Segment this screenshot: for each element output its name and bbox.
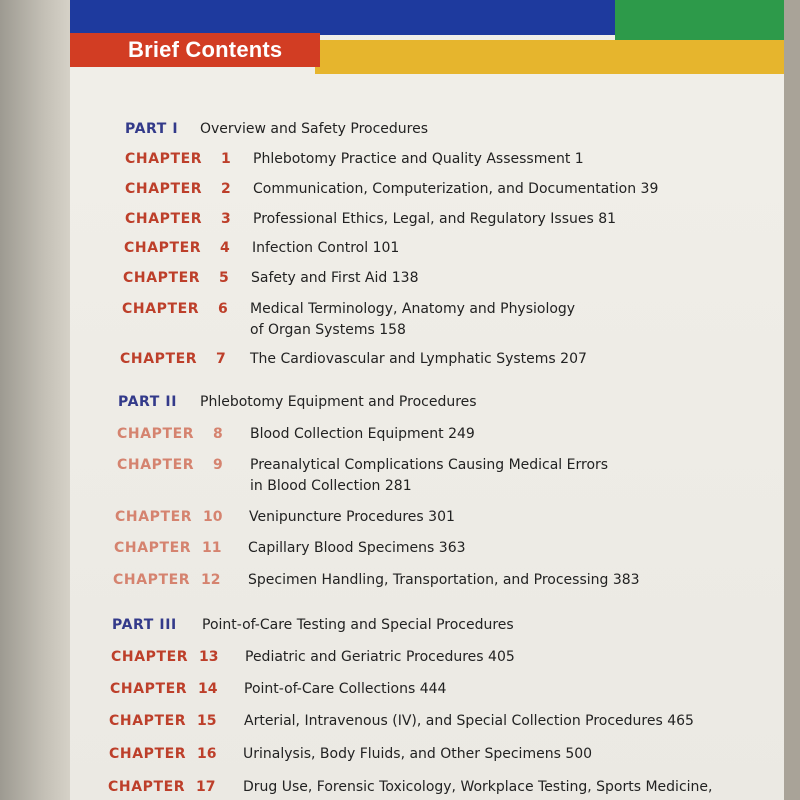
chapter-number: 12 [201, 572, 221, 588]
chapter-title: Capillary Blood Specimens 363 [248, 540, 466, 556]
chapter-number: 14 [198, 681, 218, 697]
chapter-title: Venipuncture Procedures 301 [249, 509, 455, 525]
chapter-label: CHAPTER [124, 240, 202, 256]
chapter-number: 2 [221, 181, 231, 197]
header-band-blue [70, 0, 615, 35]
chapter-number: 9 [213, 457, 223, 473]
chapter-number: 5 [219, 270, 229, 286]
chapter-title: Medical Terminology, Anatomy and Physiology of Organ Systems 158 [250, 301, 576, 338]
chapter-title: The Cardiovascular and Lymphatic Systems 207 [250, 351, 587, 367]
page-number: 138 [391, 270, 419, 286]
chapter-title: Point-of-Care Collections 444 [244, 681, 447, 697]
chapter-label: CHAPTER [125, 181, 203, 197]
chapter-label: CHAPTER [115, 509, 193, 525]
page-title: Brief Contents [70, 33, 320, 67]
chapter-label: CHAPTER [125, 211, 203, 227]
chapter-title: Infection Control 101 [252, 240, 400, 256]
chapter-title: Drug Use, Forensic Toxicology, Workplace Testing, Sports Medicine, [243, 779, 713, 795]
part-label: PART III [112, 617, 177, 633]
part-title: Phlebotomy Equipment and Procedures [200, 394, 477, 410]
page-number: 363 [438, 540, 466, 556]
chapter-label: CHAPTER [114, 540, 192, 556]
chapter-title: Professional Ethics, Legal, and Regulatory Issues 81 [253, 211, 617, 227]
page-number: 301 [428, 509, 455, 525]
chapter-number: 10 [203, 509, 223, 525]
chapter-title: Phlebotomy Practice and Quality Assessment 1 [253, 151, 584, 167]
chapter-number: 11 [202, 540, 222, 556]
page-edge [784, 0, 800, 800]
page-number: 465 [667, 713, 694, 729]
part-title: Overview and Safety Procedures [200, 121, 429, 137]
chapter-number: 7 [216, 351, 226, 367]
chapter-label: CHAPTER [117, 426, 195, 442]
page-number: 158 [379, 322, 406, 338]
chapter-label: CHAPTER [125, 151, 203, 167]
chapter-label: CHAPTER [111, 649, 189, 665]
chapter-title: Communication, Computerization, and Documentation 39 [253, 181, 659, 197]
chapter-number: 15 [197, 713, 217, 729]
part-label: PART I [125, 121, 179, 137]
page-number: 1 [574, 151, 584, 167]
chapter-number: 6 [218, 301, 228, 317]
chapter-title: Urinalysis, Body Fluids, and Other Specimens 500 [243, 746, 593, 762]
chapter-number: 17 [196, 779, 216, 795]
contents-page [70, 0, 784, 800]
chapter-number: 1 [221, 151, 231, 167]
page-number: 383 [612, 572, 640, 588]
page-number: 405 [488, 649, 515, 665]
page-number: 444 [419, 681, 447, 697]
chapter-label: CHAPTER [117, 457, 195, 473]
page-number: 101 [372, 240, 400, 256]
chapter-number: 13 [199, 649, 219, 665]
page-number: 81 [598, 211, 617, 227]
chapter-label: CHAPTER [109, 746, 187, 762]
chapter-label: CHAPTER [110, 681, 188, 697]
chapter-title: Arterial, Intravenous (IV), and Special Collection Procedures 465 [244, 713, 694, 729]
chapter-number: 8 [213, 426, 223, 442]
chapter-title: Safety and First Aid 138 [251, 270, 419, 286]
chapter-title: Specimen Handling, Transportation, and Processing 383 [248, 572, 640, 588]
chapter-label: CHAPTER [108, 779, 186, 795]
chapter-label: CHAPTER [109, 713, 187, 729]
page-number: 207 [560, 351, 587, 367]
chapter-title: Preanalytical Complications Causing Medical Errors in Blood Collection 281 [250, 457, 609, 494]
chapter-number: 3 [221, 211, 231, 227]
book-gutter [0, 0, 74, 800]
chapter-title: Blood Collection Equipment 249 [250, 426, 475, 442]
chapter-label: CHAPTER [122, 301, 200, 317]
header-band-yellow [315, 40, 784, 74]
chapter-label: CHAPTER [113, 572, 191, 588]
part-title: Point-of-Care Testing and Special Procedures [202, 617, 514, 633]
page-number: 500 [565, 746, 593, 762]
chapter-label: CHAPTER [123, 270, 201, 286]
chapter-number: 16 [197, 746, 217, 762]
page-number: 281 [384, 478, 412, 494]
page-number: 39 [640, 181, 659, 197]
chapter-label: CHAPTER [120, 351, 198, 367]
page-number: 249 [448, 426, 475, 442]
chapter-number: 4 [220, 240, 230, 256]
chapter-title: Pediatric and Geriatric Procedures 405 [245, 649, 515, 665]
part-label: PART II [118, 394, 178, 410]
